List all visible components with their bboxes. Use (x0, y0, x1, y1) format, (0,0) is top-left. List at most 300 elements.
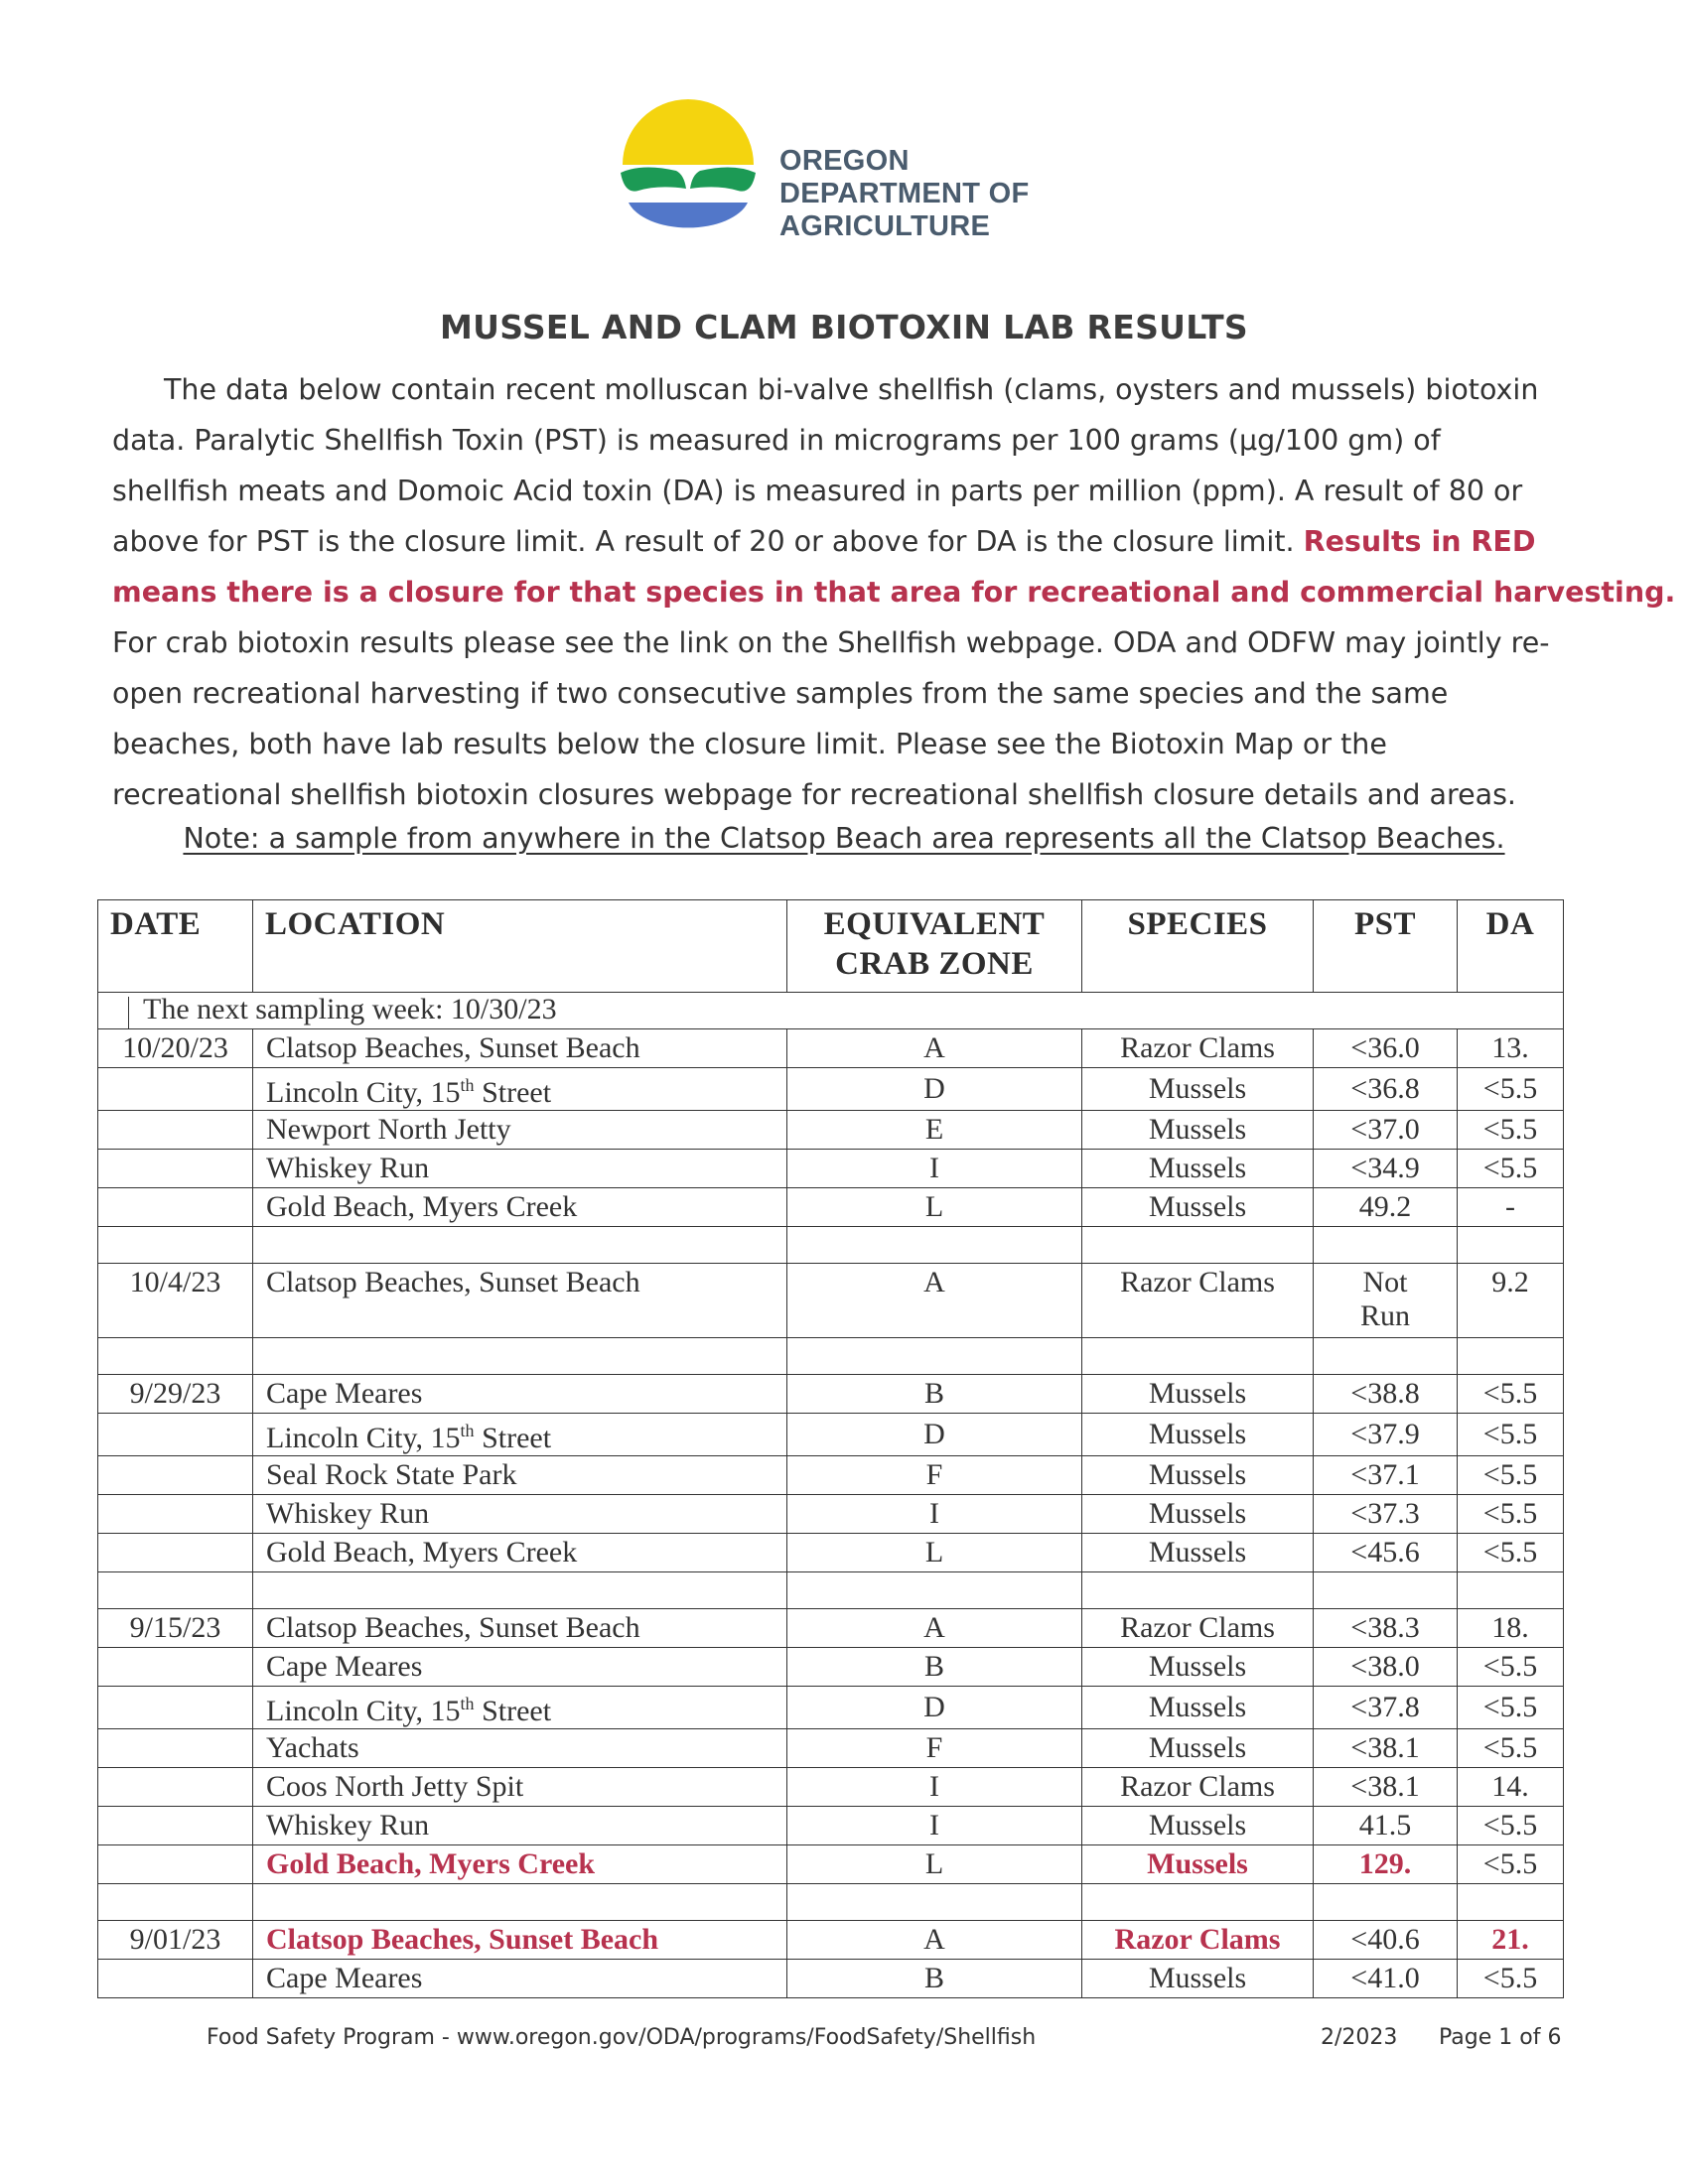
cell-location-text: Lincoln City, 15 (266, 1076, 461, 1109)
cell-species-text: Mussels (1148, 1072, 1247, 1105)
cell-crab-zone-text: D (923, 1418, 945, 1450)
cell-da-text: <5.5 (1482, 1809, 1538, 1842)
cell-da (1458, 1495, 1564, 1534)
cell-pst (1314, 1375, 1458, 1414)
crab-zone-line-1: EQUIVALENT (823, 906, 1046, 942)
cell-species (1082, 1227, 1314, 1264)
cell-crab-zone (787, 1648, 1082, 1687)
cell-species-text: Razor Clams (1120, 1770, 1275, 1803)
cell-location (253, 1687, 787, 1729)
cell-da-text: <5.5 (1482, 1497, 1538, 1530)
cell-location-text: Lincoln City, 15 (266, 1422, 461, 1454)
cell-location (253, 1111, 787, 1150)
cell-species-text: Mussels (1148, 1152, 1247, 1184)
spacer-row (98, 1227, 1564, 1264)
cell-pst-text: <38.8 (1350, 1377, 1420, 1410)
cell-da-text: <5.5 (1482, 1377, 1538, 1410)
crab-zone-line-2: CRAB ZONE (835, 946, 1034, 982)
cell-crab-zone (787, 1111, 1082, 1150)
cell-location (253, 1188, 787, 1227)
cell-location-text: Yachats (266, 1731, 359, 1764)
cell-location (253, 1534, 787, 1572)
intro-line (112, 516, 1602, 567)
cell-species-text: Mussels (1148, 1458, 1247, 1491)
cell-crab-zone (787, 1807, 1082, 1845)
cell-pst-text: Not (1362, 1266, 1408, 1298)
ordinal-suffix: th (460, 1694, 475, 1713)
table-row (98, 1456, 1564, 1495)
cell-pst (1314, 1921, 1458, 1960)
cell-species (1082, 1768, 1314, 1807)
cell-location-text: Gold Beach, Myers Creek (266, 1847, 596, 1880)
table-row (98, 1068, 1564, 1111)
logo-line-3: AGRICULTURE (779, 210, 991, 242)
cell-da (1458, 1884, 1564, 1921)
table-row (98, 1495, 1564, 1534)
ordinal-suffix: th (460, 1421, 475, 1440)
cell-crab-zone-text: E (924, 1113, 944, 1146)
cell-da-text: <5.5 (1482, 1962, 1538, 1994)
cell-species (1082, 1111, 1314, 1150)
cell-location-text: Whiskey Run (266, 1497, 430, 1530)
cell-da (1458, 1768, 1564, 1807)
column-header-date: DATE (98, 900, 253, 993)
cell-date (98, 1534, 253, 1572)
cell-species-text: Mussels (1148, 1650, 1247, 1683)
cell-da (1458, 1687, 1564, 1729)
cell-date (98, 1227, 253, 1264)
cell-location-text: Cape Meares (266, 1962, 423, 1994)
cell-crab-zone (787, 1414, 1082, 1456)
logo-line-1: OREGON (779, 145, 910, 177)
footer-page-number: Page 1 of 6 (1439, 2025, 1562, 2050)
cell-pst (1314, 1227, 1458, 1264)
cell-species (1082, 1921, 1314, 1960)
oda-logo (619, 99, 1036, 248)
table-row (98, 1687, 1564, 1729)
cell-da (1458, 1729, 1564, 1768)
table-row (98, 1729, 1564, 1768)
cell-da (1458, 1111, 1564, 1150)
cell-pst (1314, 1150, 1458, 1188)
cell-crab-zone (787, 1068, 1082, 1111)
cell-da (1458, 1188, 1564, 1227)
cell-location (253, 1572, 787, 1609)
intro-line: shellfish meats and Domoic Acid toxin (DA) is measured in parts per million (ppm). A result of 80 or (112, 475, 1523, 507)
intro-line: The data below contain recent molluscan bi-valve shellfish (clams, oysters and mussels) biotoxin (164, 373, 1539, 406)
cell-date (98, 1768, 253, 1807)
cell-date (98, 1572, 253, 1609)
cell-location (253, 1884, 787, 1921)
table-row (98, 1534, 1564, 1572)
cell-date (98, 1845, 253, 1884)
cell-da-text: - (1505, 1190, 1515, 1223)
cell-species-text: Mussels (1148, 1497, 1247, 1530)
cell-species-text: Mussels (1148, 1536, 1247, 1569)
column-header-pst: PST (1314, 900, 1458, 993)
intro-paragraph (112, 364, 1676, 820)
cell-location-text: Clatsop Beaches, Sunset Beach (266, 1031, 640, 1064)
cell-date (98, 1687, 253, 1729)
cell-pst-text: <37.0 (1350, 1113, 1420, 1146)
cell-location-text: Newport North Jetty (266, 1113, 511, 1146)
cell-da-text: <5.5 (1482, 1847, 1538, 1880)
cell-location (253, 1029, 787, 1068)
cell-pst (1314, 1495, 1458, 1534)
table-row (98, 1648, 1564, 1687)
cell-pst (1314, 1729, 1458, 1768)
cell-pst (1314, 1807, 1458, 1845)
cell-crab-zone (787, 1264, 1082, 1338)
cell-crab-zone (787, 1884, 1082, 1921)
table-row (98, 1029, 1564, 1068)
cell-species-text: Mussels (1147, 1847, 1248, 1880)
cell-date-text: 9/29/23 (129, 1377, 221, 1410)
cell-pst-text: <38.3 (1350, 1611, 1420, 1644)
cell-pst-text: 129. (1358, 1847, 1412, 1880)
cell-date (98, 1150, 253, 1188)
cell-location (253, 1495, 787, 1534)
cell-location (253, 1729, 787, 1768)
cell-species-text: Mussels (1148, 1962, 1247, 1994)
cell-date (98, 1264, 253, 1338)
closure-notice: means there is a closure for that species in that area for recreational and commercial harvesting. (112, 576, 1676, 609)
cell-species (1082, 1845, 1314, 1884)
cell-location-text: Clatsop Beaches, Sunset Beach (266, 1923, 659, 1956)
cell-location (253, 1456, 787, 1495)
cell-species-text: Mussels (1148, 1731, 1247, 1764)
cell-pst-text: <37.8 (1350, 1691, 1420, 1723)
table-row (98, 1150, 1564, 1188)
cell-location-text: Cape Meares (266, 1650, 423, 1683)
cell-da (1458, 1068, 1564, 1111)
cell-species (1082, 1456, 1314, 1495)
cell-pst (1314, 1845, 1458, 1884)
cell-species (1082, 1687, 1314, 1729)
cell-crab-zone-text: I (929, 1809, 939, 1842)
cell-pst-text: <37.3 (1350, 1497, 1420, 1530)
table-row (98, 1264, 1564, 1338)
cell-crab-zone-text: L (924, 1190, 944, 1223)
cell-date (98, 1414, 253, 1456)
cell-date (98, 1456, 253, 1495)
cell-location (253, 1960, 787, 1998)
cell-pst (1314, 1414, 1458, 1456)
cell-location-text: Whiskey Run (266, 1809, 430, 1842)
table-row (98, 1375, 1564, 1414)
cell-species (1082, 1648, 1314, 1687)
cell-location-text: Gold Beach, Myers Creek (266, 1536, 578, 1569)
cell-species-text: Razor Clams (1120, 1611, 1275, 1644)
cell-da-text: <5.5 (1482, 1650, 1538, 1683)
cell-pst (1314, 1884, 1458, 1921)
cell-species (1082, 1609, 1314, 1648)
cell-location-text: Gold Beach, Myers Creek (266, 1190, 578, 1223)
cell-crab-zone (787, 1609, 1082, 1648)
cell-location (253, 1845, 787, 1884)
footer-date: 2/2023 (1321, 2025, 1398, 2050)
cell-date (98, 1188, 253, 1227)
cell-crab-zone (787, 1687, 1082, 1729)
cell-location (253, 1414, 787, 1456)
cell-crab-zone-text: A (923, 1031, 945, 1064)
cell-species (1082, 1264, 1314, 1338)
cell-species-text: Razor Clams (1120, 1266, 1275, 1298)
cell-species (1082, 1960, 1314, 1998)
cell-species (1082, 1729, 1314, 1768)
cell-species (1082, 1029, 1314, 1068)
cell-location-text: Clatsop Beaches, Sunset Beach (266, 1611, 640, 1644)
cell-date (98, 1495, 253, 1534)
table-row (98, 1188, 1564, 1227)
cell-da (1458, 1264, 1564, 1338)
cell-location-text: Street (474, 1695, 552, 1727)
cell-da (1458, 1456, 1564, 1495)
cell-species (1082, 1495, 1314, 1534)
cell-da (1458, 1845, 1564, 1884)
cell-species-text: Mussels (1148, 1418, 1247, 1450)
cell-crab-zone-text: I (929, 1152, 939, 1184)
page-title: MUSSEL AND CLAM BIOTOXIN LAB RESULTS (440, 308, 1248, 346)
cell-pst-text: <36.8 (1350, 1072, 1420, 1105)
cell-crab-zone-text: I (929, 1497, 939, 1530)
cell-da (1458, 1150, 1564, 1188)
table-row (98, 1921, 1564, 1960)
cell-crab-zone (787, 1845, 1082, 1884)
cell-pst-text: <41.0 (1350, 1962, 1420, 1994)
cell-da (1458, 1414, 1564, 1456)
cell-location (253, 1264, 787, 1338)
cell-da-text: <5.5 (1482, 1536, 1538, 1569)
cell-da (1458, 1534, 1564, 1572)
cell-species-text: Mussels (1148, 1190, 1247, 1223)
cell-species-text: Razor Clams (1114, 1923, 1281, 1956)
cell-location (253, 1768, 787, 1807)
cell-date (98, 1068, 253, 1111)
cell-crab-zone-text: I (929, 1770, 939, 1803)
cell-crab-zone (787, 1150, 1082, 1188)
cell-crab-zone-text: D (923, 1691, 945, 1723)
column-header-species: SPECIES (1082, 900, 1314, 993)
cell-location (253, 1227, 787, 1264)
cell-pst (1314, 1648, 1458, 1687)
cell-pst (1314, 1687, 1458, 1729)
cell-species (1082, 1150, 1314, 1188)
cell-crab-zone-text: L (924, 1536, 944, 1569)
cell-date (98, 1729, 253, 1768)
cell-pst-text: <40.6 (1350, 1923, 1420, 1956)
next-sampling-row (98, 993, 1564, 1029)
cell-crab-zone (787, 1495, 1082, 1534)
cell-location (253, 1609, 787, 1648)
results-table (97, 899, 1564, 1998)
cell-location (253, 1150, 787, 1188)
column-header-crab-zone (787, 900, 1082, 993)
cell-pst-text: <37.9 (1350, 1418, 1420, 1450)
cell-crab-zone (787, 1921, 1082, 1960)
table-header-row (98, 900, 1564, 993)
intro-line: data. Paralytic Shellfish Toxin (PST) is measured in micrograms per 100 grams (µg/100 gm) of (112, 424, 1441, 457)
cell-date-text: 10/4/23 (129, 1266, 221, 1298)
cell-crab-zone-text: A (923, 1266, 945, 1298)
cell-crab-zone-text: A (923, 1923, 945, 1956)
cell-location (253, 1375, 787, 1414)
cell-species-text: Mussels (1148, 1113, 1247, 1146)
cell-pst (1314, 1768, 1458, 1807)
spacer-row (98, 1572, 1564, 1609)
logo-line-2: DEPARTMENT OF (779, 178, 1030, 209)
cell-da (1458, 1648, 1564, 1687)
cell-pst (1314, 1456, 1458, 1495)
cell-location-text: Coos North Jetty Spit (266, 1770, 524, 1803)
cell-date (98, 1375, 253, 1414)
cell-crab-zone (787, 1572, 1082, 1609)
cell-da (1458, 1375, 1564, 1414)
cell-da (1458, 1960, 1564, 1998)
cell-location (253, 1807, 787, 1845)
cell-species (1082, 1534, 1314, 1572)
cell-da-text: <5.5 (1482, 1152, 1538, 1184)
cell-species (1082, 1188, 1314, 1227)
cell-pst (1314, 1188, 1458, 1227)
intro-line: open recreational harvesting if two consecutive samples from the same species and the same (112, 677, 1449, 710)
cell-da (1458, 1572, 1564, 1609)
closure-notice: Results in RED (1303, 525, 1536, 558)
cell-date-text: 9/15/23 (129, 1611, 221, 1644)
cell-species-text: Razor Clams (1120, 1031, 1275, 1064)
table-row (98, 1414, 1564, 1456)
cell-pst-text: 41.5 (1358, 1809, 1412, 1842)
cell-crab-zone (787, 1768, 1082, 1807)
cell-species (1082, 1338, 1314, 1375)
cell-pst (1314, 1572, 1458, 1609)
cell-date (98, 1111, 253, 1150)
cell-crab-zone-text: A (923, 1611, 945, 1644)
cell-da (1458, 1609, 1564, 1648)
cell-da (1458, 1029, 1564, 1068)
cell-crab-zone (787, 1188, 1082, 1227)
cell-da-text: 9.2 (1491, 1266, 1529, 1298)
intro-line: recreational shellfish biotoxin closures webpage for recreational shellfish closure details and areas. (112, 778, 1516, 811)
cell-species (1082, 1414, 1314, 1456)
column-header-location: LOCATION (253, 900, 787, 993)
cell-date-text: 10/20/23 (122, 1031, 228, 1064)
ordinal-suffix: th (460, 1075, 475, 1095)
cell-pst (1314, 1609, 1458, 1648)
cell-pst (1314, 1264, 1458, 1338)
cell-crab-zone-text: F (925, 1458, 943, 1491)
cell-da-text: 18. (1491, 1611, 1529, 1644)
cell-crab-zone (787, 1534, 1082, 1572)
cell-pst-text: <34.9 (1350, 1152, 1420, 1184)
cell-location-text: Seal Rock State Park (266, 1458, 517, 1491)
cell-crab-zone (787, 1456, 1082, 1495)
table-row (98, 1609, 1564, 1648)
intro-line: For crab biotoxin results please see the link on the Shellfish webpage. ODA and ODFW may jointly re- (112, 626, 1550, 659)
cell-pst-text: <38.1 (1350, 1770, 1420, 1803)
table-row (98, 1111, 1564, 1150)
cell-date (98, 1921, 253, 1960)
cell-crab-zone (787, 1375, 1082, 1414)
cell-species-text: Mussels (1148, 1377, 1247, 1410)
table-row (98, 1845, 1564, 1884)
intro-line: beaches, both have lab results below the closure limit. Please see the Biotoxin Map or the (112, 728, 1387, 760)
cell-species (1082, 1375, 1314, 1414)
cell-species (1082, 1807, 1314, 1845)
cell-crab-zone (787, 1960, 1082, 1998)
cell-crab-zone-text: D (923, 1072, 945, 1105)
cell-species-text: Mussels (1148, 1809, 1247, 1842)
cell-da-text: 14. (1491, 1770, 1529, 1803)
cell-date (98, 1609, 253, 1648)
cell-crab-zone-text: B (923, 1650, 944, 1683)
cell-crab-zone-text: F (925, 1731, 943, 1764)
cell-date (98, 1960, 253, 1998)
cell-pst (1314, 1029, 1458, 1068)
cell-da-text: <5.5 (1482, 1691, 1538, 1723)
cell-pst (1314, 1534, 1458, 1572)
cell-da (1458, 1227, 1564, 1264)
intro-text: above for PST is the closure limit. A result of 20 or above for DA is the closure limit. (112, 525, 1295, 558)
cell-crab-zone (787, 1729, 1082, 1768)
cell-crab-zone (787, 1338, 1082, 1375)
cell-location (253, 1338, 787, 1375)
cell-pst (1314, 1960, 1458, 1998)
cell-date (98, 1884, 253, 1921)
cell-da-text: 13. (1491, 1031, 1529, 1064)
cell-pst-text: <37.1 (1350, 1458, 1420, 1491)
cell-da-text: <5.5 (1482, 1731, 1538, 1764)
spacer-row (98, 1884, 1564, 1921)
cell-pst-text: Run (1359, 1299, 1410, 1332)
cell-species-text: Mussels (1148, 1691, 1247, 1723)
cell-location (253, 1921, 787, 1960)
cell-species (1082, 1068, 1314, 1111)
table-row (98, 1807, 1564, 1845)
cell-da-text: <5.5 (1482, 1458, 1538, 1491)
cell-pst (1314, 1338, 1458, 1375)
cell-location-text: Street (474, 1076, 552, 1109)
cell-pst (1314, 1068, 1458, 1111)
cell-location (253, 1648, 787, 1687)
cell-da-text: <5.5 (1482, 1418, 1538, 1450)
table-row (98, 1768, 1564, 1807)
cell-date (98, 1648, 253, 1687)
cell-da-text: 21. (1491, 1923, 1529, 1956)
cell-pst-text: <38.0 (1350, 1650, 1420, 1683)
cell-location-text: Clatsop Beaches, Sunset Beach (266, 1266, 640, 1298)
cell-location (253, 1068, 787, 1111)
cell-crab-zone (787, 1029, 1082, 1068)
oda-logo-icon (619, 99, 758, 238)
cell-date (98, 1807, 253, 1845)
next-sampling-text: The next sampling week: 10/30/23 (143, 993, 557, 1026)
cell-pst-text: 49.2 (1358, 1190, 1412, 1223)
cell-crab-zone-text: L (924, 1847, 944, 1880)
cell-da-text: <5.5 (1482, 1113, 1538, 1146)
cell-da (1458, 1338, 1564, 1375)
table-row (98, 1960, 1564, 1998)
cell-pst-text: <45.6 (1350, 1536, 1420, 1569)
spacer-row (98, 1338, 1564, 1375)
cell-location-text: Lincoln City, 15 (266, 1695, 461, 1727)
cell-crab-zone-text: B (923, 1962, 944, 1994)
cell-crab-zone-text: B (923, 1377, 944, 1410)
cell-location-text: Whiskey Run (266, 1152, 430, 1184)
cell-da (1458, 1807, 1564, 1845)
clatsop-note: Note: a sample from anywhere in the Clatsop Beach area represents all the Clatsop Beaches. (183, 822, 1505, 855)
cell-da-text: <5.5 (1482, 1072, 1538, 1105)
